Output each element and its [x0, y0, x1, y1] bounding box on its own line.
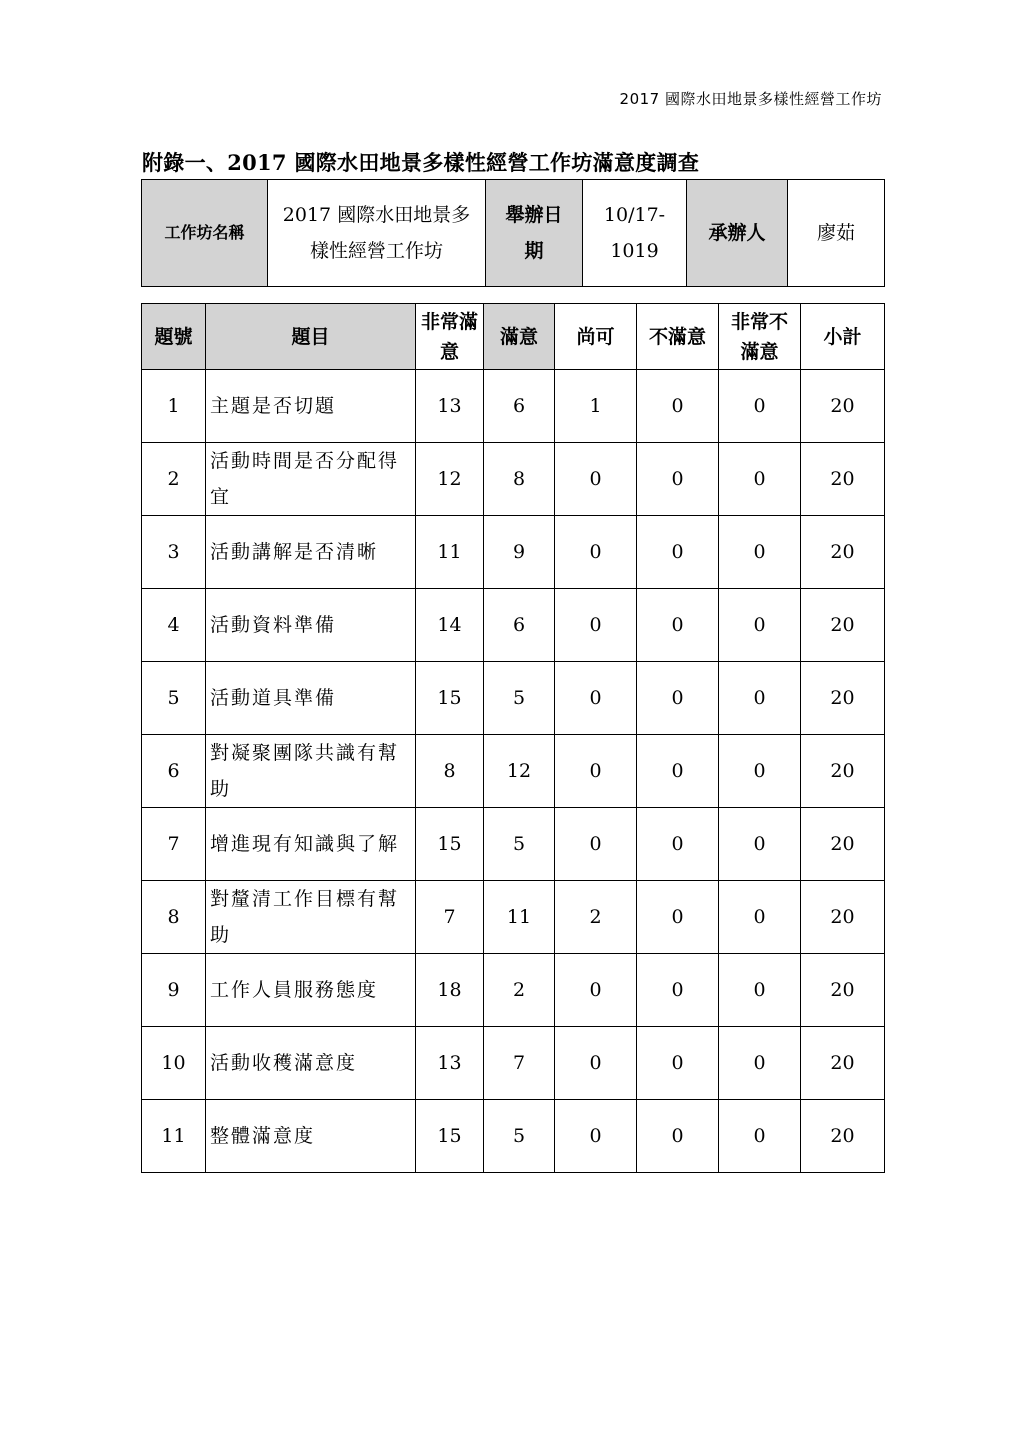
row-subtotal: 20	[801, 1027, 885, 1100]
row-number: 2	[142, 443, 206, 516]
row-subtotal: 20	[801, 954, 885, 1027]
page-title: 附錄一、2017 國際水田地景多樣性經營工作坊滿意度調查	[142, 150, 700, 175]
row-satisfied: 5	[484, 808, 555, 881]
row-number: 11	[142, 1100, 206, 1173]
row-acceptable: 0	[555, 735, 637, 808]
header-very-satisfied: 非常滿意	[416, 304, 484, 370]
row-very-dissatisfied: 0	[719, 370, 801, 443]
row-very-satisfied: 13	[416, 370, 484, 443]
row-question: 活動資料準備	[206, 589, 416, 662]
row-question: 活動收穫滿意度	[206, 1027, 416, 1100]
row-satisfied: 8	[484, 443, 555, 516]
row-question: 活動道具準備	[206, 662, 416, 735]
organizer-label: 承辦人	[687, 180, 788, 287]
row-number: 5	[142, 662, 206, 735]
row-dissatisfied: 0	[637, 370, 719, 443]
row-very-dissatisfied: 0	[719, 662, 801, 735]
header-dissatisfied: 不滿意	[637, 304, 719, 370]
row-acceptable: 1	[555, 370, 637, 443]
row-number: 8	[142, 881, 206, 954]
row-very-dissatisfied: 0	[719, 443, 801, 516]
row-satisfied: 5	[484, 662, 555, 735]
row-satisfied: 2	[484, 954, 555, 1027]
row-dissatisfied: 0	[637, 662, 719, 735]
row-subtotal: 20	[801, 662, 885, 735]
row-dissatisfied: 0	[637, 735, 719, 808]
row-question: 增進現有知識與了解	[206, 808, 416, 881]
row-dissatisfied: 0	[637, 881, 719, 954]
row-very-satisfied: 11	[416, 516, 484, 589]
row-very-dissatisfied: 0	[719, 808, 801, 881]
row-very-dissatisfied: 0	[719, 954, 801, 1027]
row-subtotal: 20	[801, 516, 885, 589]
row-dissatisfied: 0	[637, 1027, 719, 1100]
row-dissatisfied: 0	[637, 443, 719, 516]
table-row	[142, 370, 885, 443]
row-acceptable: 0	[555, 808, 637, 881]
row-very-dissatisfied: 0	[719, 589, 801, 662]
row-acceptable: 0	[555, 1100, 637, 1173]
table-row	[142, 443, 885, 516]
row-question: 主題是否切題	[206, 370, 416, 443]
row-acceptable: 0	[555, 954, 637, 1027]
row-acceptable: 0	[555, 516, 637, 589]
row-satisfied: 7	[484, 1027, 555, 1100]
table-row	[142, 1027, 885, 1100]
header-very-dissatisfied: 非常不滿意	[719, 304, 801, 370]
table-row	[142, 808, 885, 881]
row-satisfied: 12	[484, 735, 555, 808]
workshop-name-value: 2017 國際水田地景多樣性經營工作坊	[268, 180, 486, 287]
header-subtotal: 小計	[801, 304, 885, 370]
row-number: 3	[142, 516, 206, 589]
row-question: 工作人員服務態度	[206, 954, 416, 1027]
table-row	[142, 954, 885, 1027]
row-acceptable: 0	[555, 443, 637, 516]
row-question: 活動時間是否分配得宜	[206, 443, 416, 516]
header-acceptable: 尚可	[555, 304, 637, 370]
row-number: 4	[142, 589, 206, 662]
workshop-info-table	[141, 179, 885, 287]
table-row	[142, 735, 885, 808]
row-very-dissatisfied: 0	[719, 735, 801, 808]
row-very-satisfied: 14	[416, 589, 484, 662]
satisfaction-survey-table	[141, 303, 885, 1173]
row-number: 10	[142, 1027, 206, 1100]
row-very-satisfied: 12	[416, 443, 484, 516]
row-subtotal: 20	[801, 443, 885, 516]
row-very-dissatisfied: 0	[719, 516, 801, 589]
event-date-value: 10/17-1019	[583, 180, 687, 287]
header-question: 題目	[206, 304, 416, 370]
row-very-dissatisfied: 0	[719, 881, 801, 954]
row-dissatisfied: 0	[637, 954, 719, 1027]
row-acceptable: 0	[555, 662, 637, 735]
row-very-satisfied: 15	[416, 808, 484, 881]
table-row	[142, 662, 885, 735]
row-acceptable: 0	[555, 1027, 637, 1100]
row-question: 活動講解是否清晰	[206, 516, 416, 589]
row-satisfied: 6	[484, 370, 555, 443]
row-number: 9	[142, 954, 206, 1027]
row-very-satisfied: 15	[416, 1100, 484, 1173]
table-row	[142, 881, 885, 954]
row-very-satisfied: 13	[416, 1027, 484, 1100]
table-header-row	[142, 304, 885, 370]
row-dissatisfied: 0	[637, 516, 719, 589]
row-dissatisfied: 0	[637, 808, 719, 881]
row-satisfied: 9	[484, 516, 555, 589]
row-very-satisfied: 8	[416, 735, 484, 808]
row-dissatisfied: 0	[637, 589, 719, 662]
row-satisfied: 11	[484, 881, 555, 954]
table-row	[142, 1100, 885, 1173]
row-very-dissatisfied: 0	[719, 1027, 801, 1100]
row-number: 1	[142, 370, 206, 443]
row-question: 對釐清工作目標有幫助	[206, 881, 416, 954]
row-satisfied: 6	[484, 589, 555, 662]
row-subtotal: 20	[801, 370, 885, 443]
row-very-satisfied: 18	[416, 954, 484, 1027]
workshop-name-label: 工作坊名稱	[142, 180, 268, 287]
survey-rows	[142, 370, 885, 1173]
row-subtotal: 20	[801, 1100, 885, 1173]
row-subtotal: 20	[801, 808, 885, 881]
row-very-dissatisfied: 0	[719, 1100, 801, 1173]
row-question: 整體滿意度	[206, 1100, 416, 1173]
header-number: 題號	[142, 304, 206, 370]
header-satisfied: 滿意	[484, 304, 555, 370]
row-dissatisfied: 0	[637, 1100, 719, 1173]
organizer-value: 廖茹	[788, 180, 885, 287]
row-subtotal: 20	[801, 589, 885, 662]
table-row	[142, 516, 885, 589]
table-row	[142, 589, 885, 662]
running-header: 2017 國際水田地景多樣性經營工作坊	[619, 90, 882, 108]
row-acceptable: 0	[555, 589, 637, 662]
row-very-satisfied: 15	[416, 662, 484, 735]
row-question: 對凝聚團隊共識有幫助	[206, 735, 416, 808]
row-subtotal: 20	[801, 735, 885, 808]
event-date-label: 舉辦日期	[486, 180, 583, 287]
row-acceptable: 2	[555, 881, 637, 954]
row-satisfied: 5	[484, 1100, 555, 1173]
row-very-satisfied: 7	[416, 881, 484, 954]
row-number: 6	[142, 735, 206, 808]
row-subtotal: 20	[801, 881, 885, 954]
row-number: 7	[142, 808, 206, 881]
